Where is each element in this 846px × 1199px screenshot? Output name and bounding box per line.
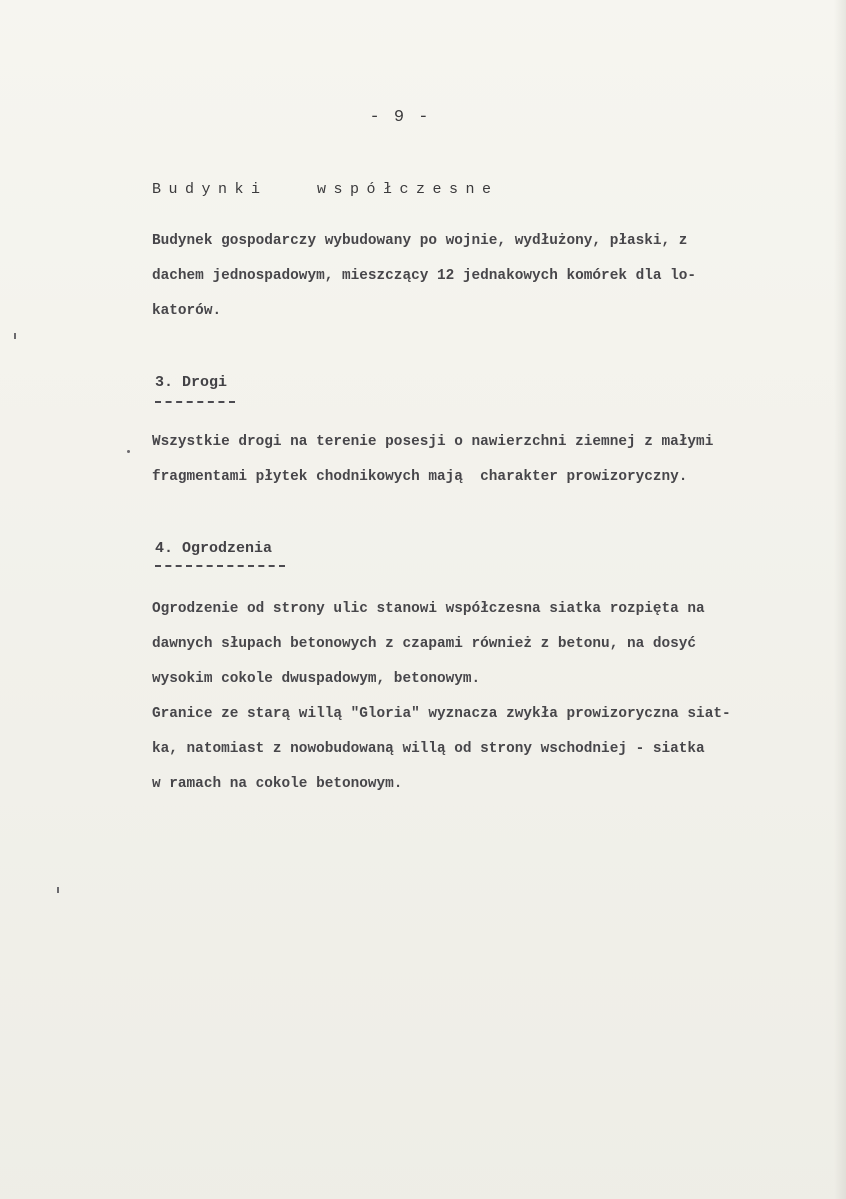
paragraph-line: Ogrodzenie od strony ulic stanowi współczesna siatka rozpięta na	[152, 601, 705, 617]
section-title-roads: 3. Drogi	[155, 374, 228, 391]
paper-speck	[57, 887, 59, 893]
paragraph-line: katorów.	[152, 303, 222, 319]
paragraph-line: Budynek gospodarczy wybudowany po wojnie, wydłużony, płaski, z	[152, 233, 688, 249]
paragraph-fences	[152, 592, 832, 802]
paragraph-line: w ramach na cokole betonowym.	[152, 776, 403, 792]
paragraph-line: fragmentami płytek chodnikowych mają charakter prowizoryczny.	[152, 469, 688, 485]
paper-speck	[14, 333, 16, 339]
heading-contemporary-buildings: Budynki współczesne	[152, 181, 499, 198]
paragraph-roads	[152, 425, 832, 495]
section-underline	[155, 565, 285, 569]
paragraph-line: ka, natomiast z nowobudowaną willą od strony wschodniej - siatka	[152, 741, 705, 757]
paragraph-line: Wszystkie drogi na terenie posesji o nawierzchni ziemnej z małymi	[152, 434, 714, 450]
paragraph-line: dachem jednospadowym, mieszczący 12 jednakowych komórek dla lo-	[152, 268, 697, 284]
paragraph-line: Granice ze starą willą "Gloria" wyznacza zwykła prowizoryczna siat-	[152, 706, 731, 722]
page-number: - 9 -	[369, 108, 431, 127]
paper-speck	[127, 450, 130, 453]
paragraph-buildings	[152, 224, 832, 329]
section-underline	[155, 401, 235, 405]
paragraph-line: dawnych słupach betonowych z czapami również z betonu, na dosyć	[152, 636, 697, 652]
page-edge-shadow	[834, 0, 846, 1199]
paragraph-line: wysokim cokole dwuspadowym, betonowym.	[152, 671, 481, 687]
section-title-fences: 4. Ogrodzenia	[155, 540, 273, 557]
